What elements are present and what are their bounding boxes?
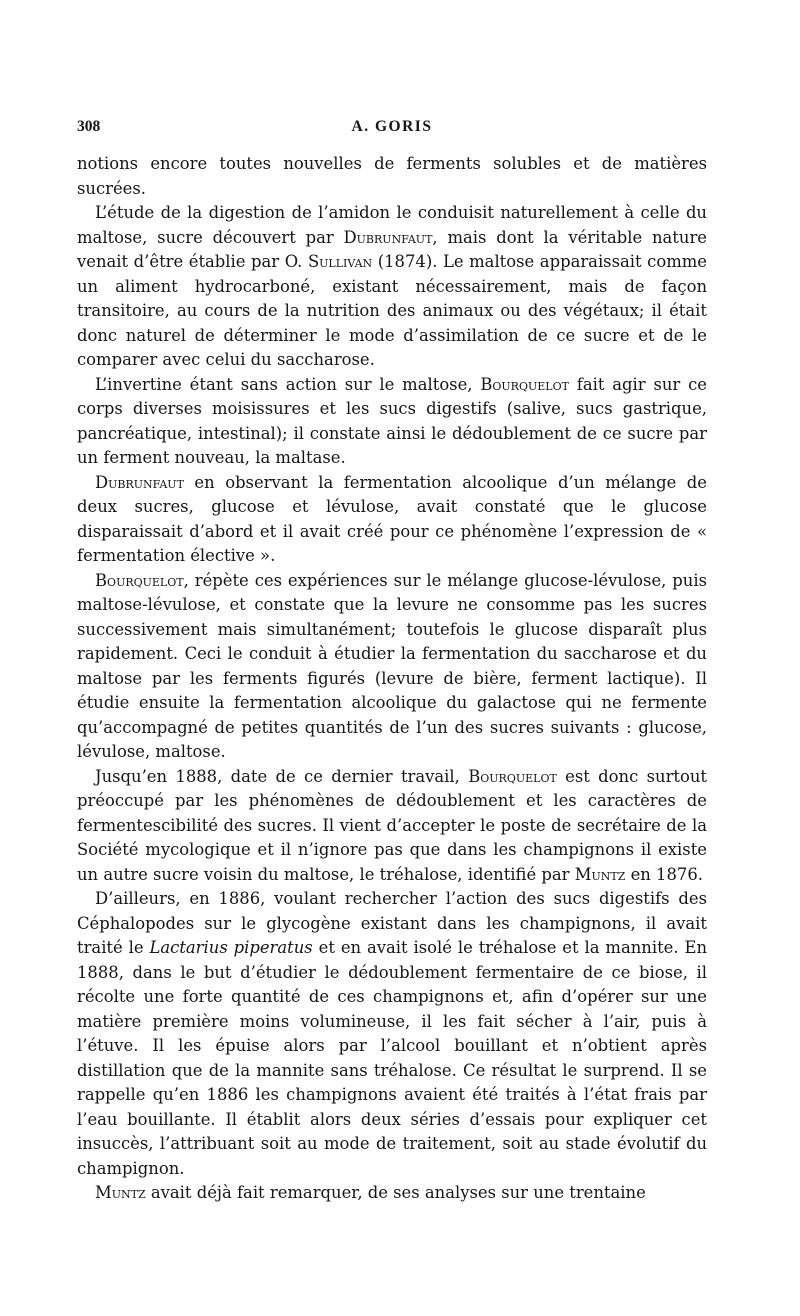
text-run: en 1876.: [625, 864, 703, 884]
running-head: [77, 118, 707, 144]
text-run: est donc surtout préoccupé par les phénomènes de dédoublement et les caractères de fermentescibilité des sucres. Il vient d’accepter le poste de secrétaire de la Société mycologique et il n’ignore pas que dans les champignons il existe un autre sucre voisin du maltose, le tréhalose, identifié par: [77, 766, 708, 884]
text-run: notions encore toutes nouvelles de ferments solubles et de matières sucrées.: [77, 154, 707, 198]
paragraph: [77, 765, 707, 888]
text-run: (1874). Le maltose apparaissait comme un aliment hydrocarboné, existant nécessairement, mais de façon transitoire, au cours de la nutrition des animaux ou des végétaux; il était donc naturel de déterminer le mode d’assimilation de ce sucre et de le comparer avec celui du saccharose.: [77, 252, 707, 369]
paragraph: [77, 887, 707, 1181]
text-run: en observant la fermentation alcoolique d’un mélange de deux sucres, glucose et lévulose, avait constaté que le glucose disparaissait d’abord et il avait créé pour ce phénomène l’expression de « fermentation élective ».: [77, 472, 707, 565]
species-name: Lactarius piperatus: [149, 938, 313, 957]
paragraph: [77, 152, 707, 201]
paragraph: [77, 1181, 707, 1206]
paragraph: [77, 201, 707, 373]
author-name: Sullivan: [307, 252, 373, 271]
text-run: , mais dont la véritable nature venait d’être établie par O.: [77, 227, 707, 271]
running-title: A. GORIS: [351, 118, 433, 135]
paragraph: [77, 373, 707, 471]
author-name: Dubrunfaut: [343, 227, 433, 247]
paragraph: [77, 569, 707, 765]
author-name: Bourquelot: [95, 570, 184, 590]
page-number: 308: [77, 118, 101, 135]
author-name: Muntz: [574, 864, 626, 884]
paragraph: [77, 471, 707, 569]
text-run: L’invertine étant sans action sur le maltose,: [95, 374, 481, 394]
text-run: D’ailleurs, en 1886, voulant rechercher l’action des sucs digestifs des Céphalopodes sur le glycogène existant dans les champignons, il avait traité le: [77, 889, 707, 957]
author-name: Dubrunfaut: [95, 472, 184, 492]
text-run: L’étude de la digestion de l’amidon le conduisit naturellement à celle du maltose, sucre découvert par: [77, 203, 707, 247]
text-run: , répète ces expériences sur le mélange glucose-lévulose, puis maltose-lévulose, et constate que la levure ne consomme pas les sucres successivement mais simultanément; toutefois le glucose disparaît plus rapidement. Ceci le conduit à étudier la fermentation du saccharose et du maltose par les ferments figurés (levure de bière, ferment lactique). Il étudie ensuite la fermentation alcoolique du galactose qui ne fermente qu’accompagné de petites quantités de l’un des sucres suivants : glucose, lévulose, maltose.: [77, 570, 707, 761]
page: [77, 118, 707, 1206]
author-name: Muntz: [95, 1183, 146, 1202]
text-run: Jusqu’en 1888, date de ce dernier travail,: [95, 766, 469, 786]
body-text: [77, 152, 707, 1206]
text-run: et en avait isolé le tréhalose et la mannite. En 1888, dans le but d’étudier le dédoublement fermentaire de ce biose, il récolte une forte quantité de ces champignons et, afin d’opérer sur une matière première moins volumineuse, il les fait sécher à l’air, puis à l’étuve. Il les épuise alors par l’alcool bouillant et n’obtient après distillation que de la mannite sans tréhalose. Ce résultat le surprend. Il se rappelle qu’en 1886 les champignons avaient été traités à l’état frais par l’eau bouillante. Il établit alors deux séries d’essais pour expliquer cet insuccès, l’attribuant soit au mode de traitement, soit au stade évolutif du champignon.: [77, 938, 707, 1178]
text-run: avait déjà fait remarquer, de ses analyses sur une trentaine: [145, 1183, 646, 1202]
author-name: Bourquelot: [468, 766, 557, 786]
text-run: fait agir sur ce corps diverses moisissures et les sucs digestifs (salive, sucs gastrique, pancréatique, intestinal); il constate ainsi le dédoublement de ce sucre par un ferment nouveau, la maltase.: [77, 374, 707, 467]
author-name: Bourquelot: [480, 374, 569, 394]
